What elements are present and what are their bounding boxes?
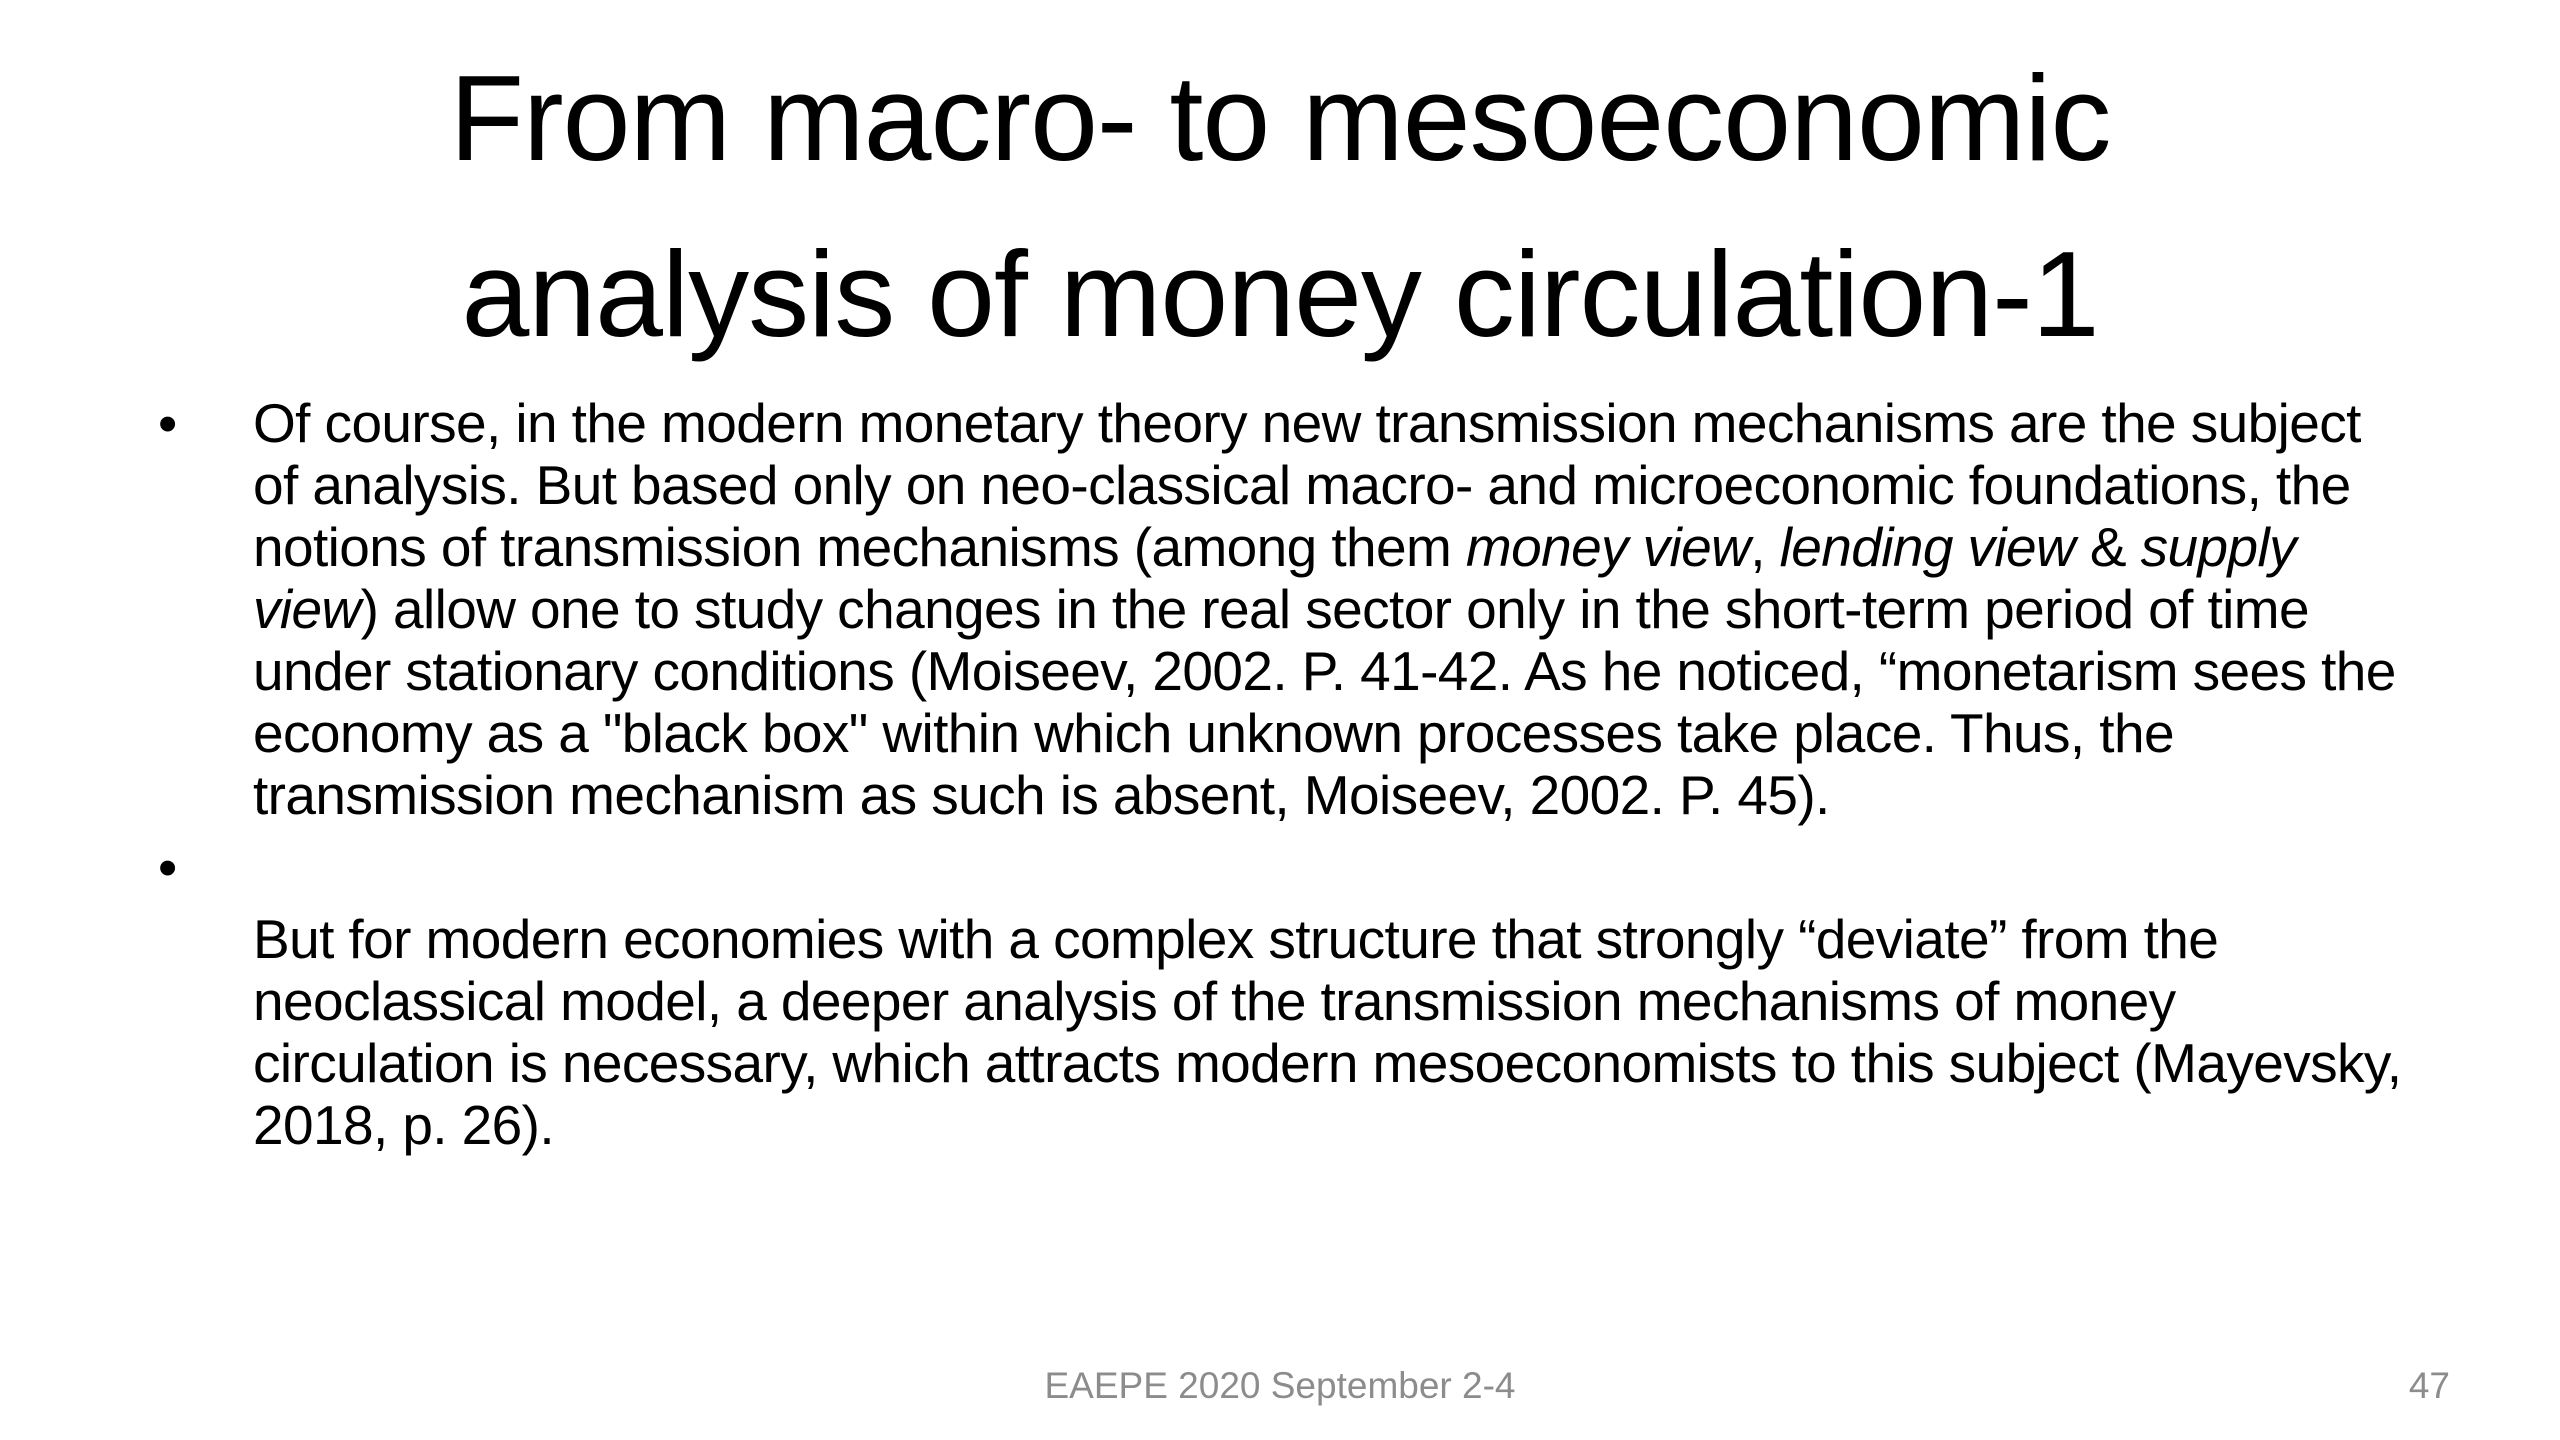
slide-title — [230, 30, 2330, 382]
bullet-1-italic-supply-view: supply view — [253, 516, 2296, 640]
bullet-1-part-3: & — [2075, 516, 2141, 578]
title-line-2: analysis of money circulation-1 — [461, 226, 2099, 362]
bullet-dot-icon: • — [158, 836, 177, 898]
bullet-item-3 — [150, 908, 2410, 1156]
bullet-1-italic-money-view: money view — [1465, 516, 1751, 578]
bullet-1-italic-lending-view: lending view — [1779, 516, 2076, 578]
bullet-1-part-4: ) allow one to study changes in the real sector only in the short-term period of time under stationary conditions (Moiseev, 2002. P. 41-42. As he noticed, “monetarism sees the economy as a "black box" within which unknown processes take place. Thus, the transmission mechanism as such is absent, Moiseev, 2002. P. 45). — [253, 578, 2396, 826]
bullet-1-part-2: , — [1750, 516, 1780, 578]
bullet-text-1 — [253, 392, 2410, 826]
title-line-1: From macro- to mesoeconomic — [449, 50, 2111, 186]
slide-number: 47 — [2408, 1365, 2450, 1406]
bullet-dot-icon: • — [158, 392, 177, 454]
slide-footer: EAEPE 2020 September 2-4 — [1044, 1365, 1516, 1406]
bullet-text-3: But for modern economies with a complex structure that strongly “deviate” from the neoclassical model, a deeper analysis of the transmission mechanisms of money circulation is necessary, which attracts modern mesoeconomists to this subject (Mayevsky, 2018, p. 26). — [253, 908, 2402, 1156]
bullet-1-part-1: Of course, in the modern monetary theory new transmission mechanisms are the subject of analysis. But based only on neo-classical macro- and microeconomic foundations, the notions of transmission mechanisms (among them — [253, 392, 2361, 578]
bullet-item-1 — [150, 392, 2410, 826]
bullet-list — [150, 392, 2410, 1156]
bullet-item-2 — [150, 836, 2410, 898]
